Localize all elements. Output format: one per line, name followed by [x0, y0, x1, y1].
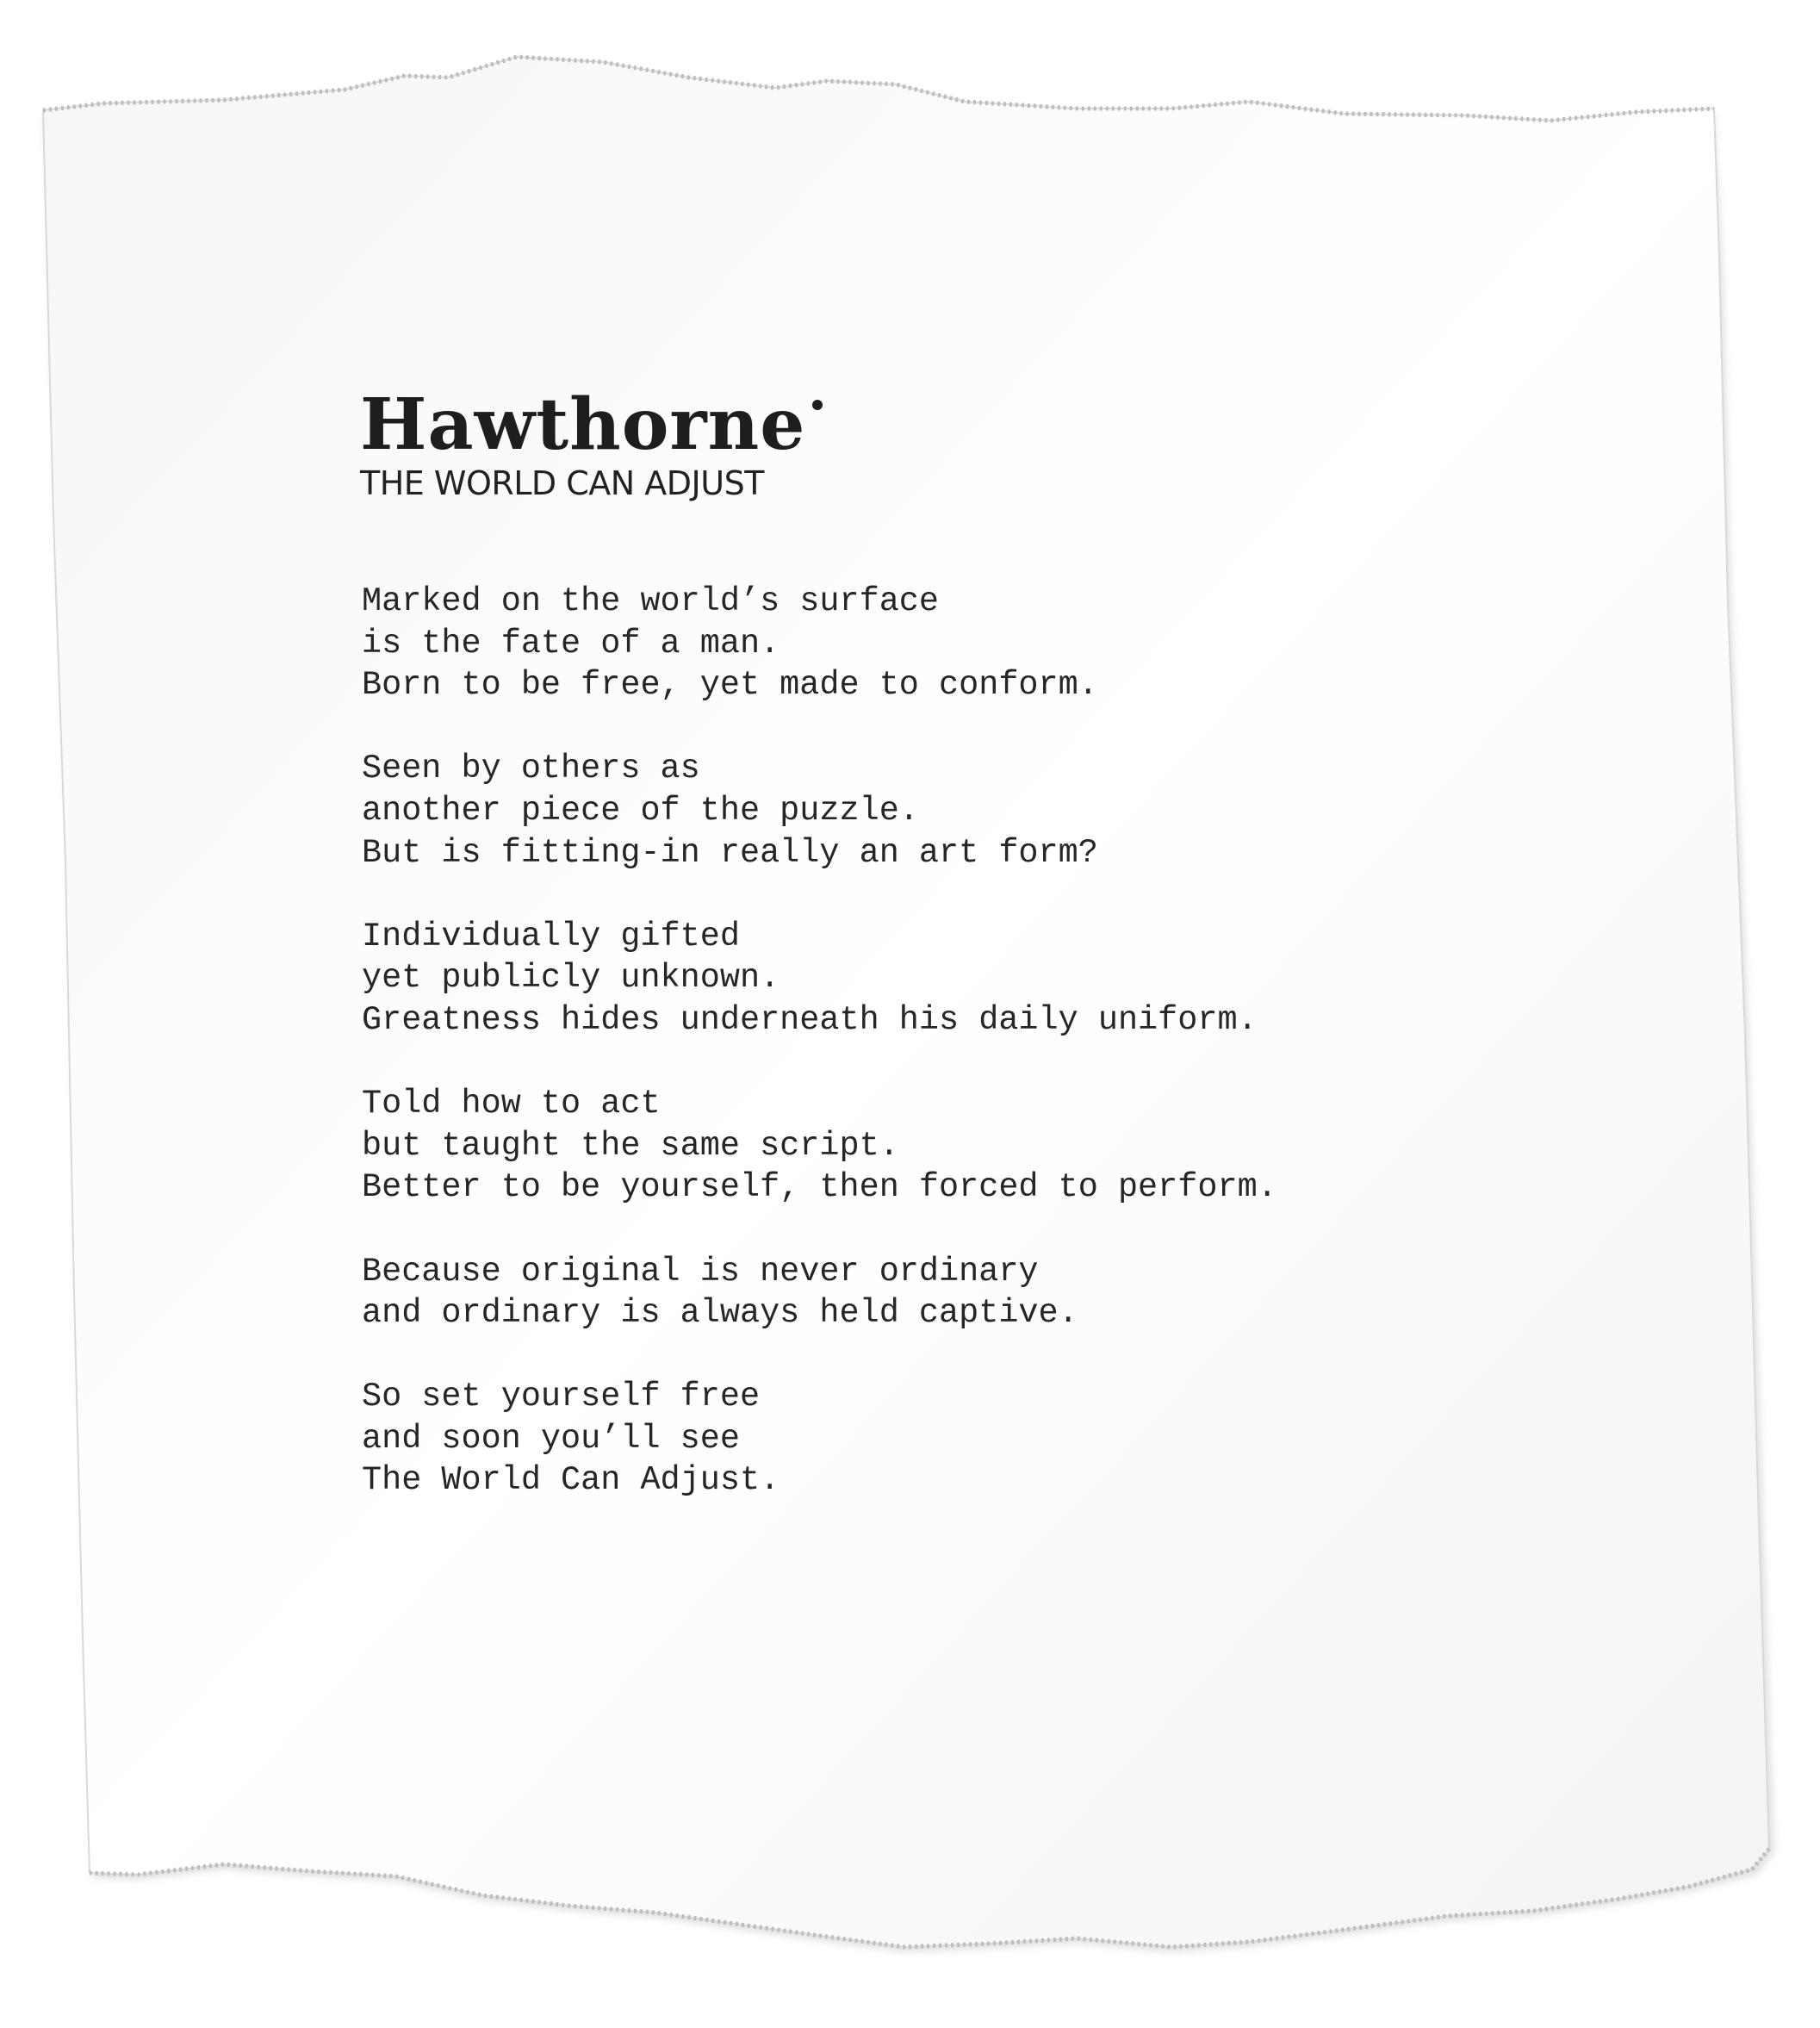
poem-stanza: [362, 1376, 1568, 1502]
poem-stanza: [362, 1083, 1568, 1209]
poem-line: Individually gifted: [362, 917, 740, 955]
poem-line: is the fate of a man.: [362, 624, 780, 663]
poem-line: and soon you’ll see: [362, 1419, 740, 1458]
poem-stanza: [362, 748, 1568, 874]
poem-line: Told how to act: [362, 1085, 661, 1123]
poem-line: Better to be yourself, then forced to perform.: [362, 1168, 1277, 1207]
poem-line: Marked on the world’s surface: [362, 582, 940, 620]
poem: [362, 581, 1568, 1544]
poem-stanza: [362, 916, 1568, 1042]
poem-line: The World Can Adjust.: [362, 1461, 780, 1500]
poem-line: So set yourself free: [362, 1378, 761, 1416]
poem-line: yet publicly unknown.: [362, 959, 780, 998]
poem-line: Greatness hides underneath his daily uniform.: [362, 1000, 1258, 1039]
poem-line: Because original is never ordinary: [362, 1252, 1039, 1291]
brand-dot-icon: [812, 400, 823, 410]
brand-name-text: Hawthorne: [360, 383, 806, 466]
poem-stanza: [362, 581, 1568, 706]
poem-stanza: [362, 1251, 1568, 1334]
poem-line: Born to be free, yet made to conform.: [362, 666, 1098, 705]
brand-name: [360, 383, 806, 466]
poem-line: but taught the same script.: [362, 1126, 899, 1165]
brand-tagline: THE WORLD CAN ADJUST: [360, 464, 764, 502]
poem-line: and ordinary is always held captive.: [362, 1294, 1078, 1333]
poem-line: Seen by others as: [362, 750, 700, 788]
brand-logo: [360, 383, 842, 502]
poem-line: another piece of the puzzle.: [362, 791, 919, 830]
poem-line: But is fitting-in really an art form?: [362, 833, 1098, 872]
